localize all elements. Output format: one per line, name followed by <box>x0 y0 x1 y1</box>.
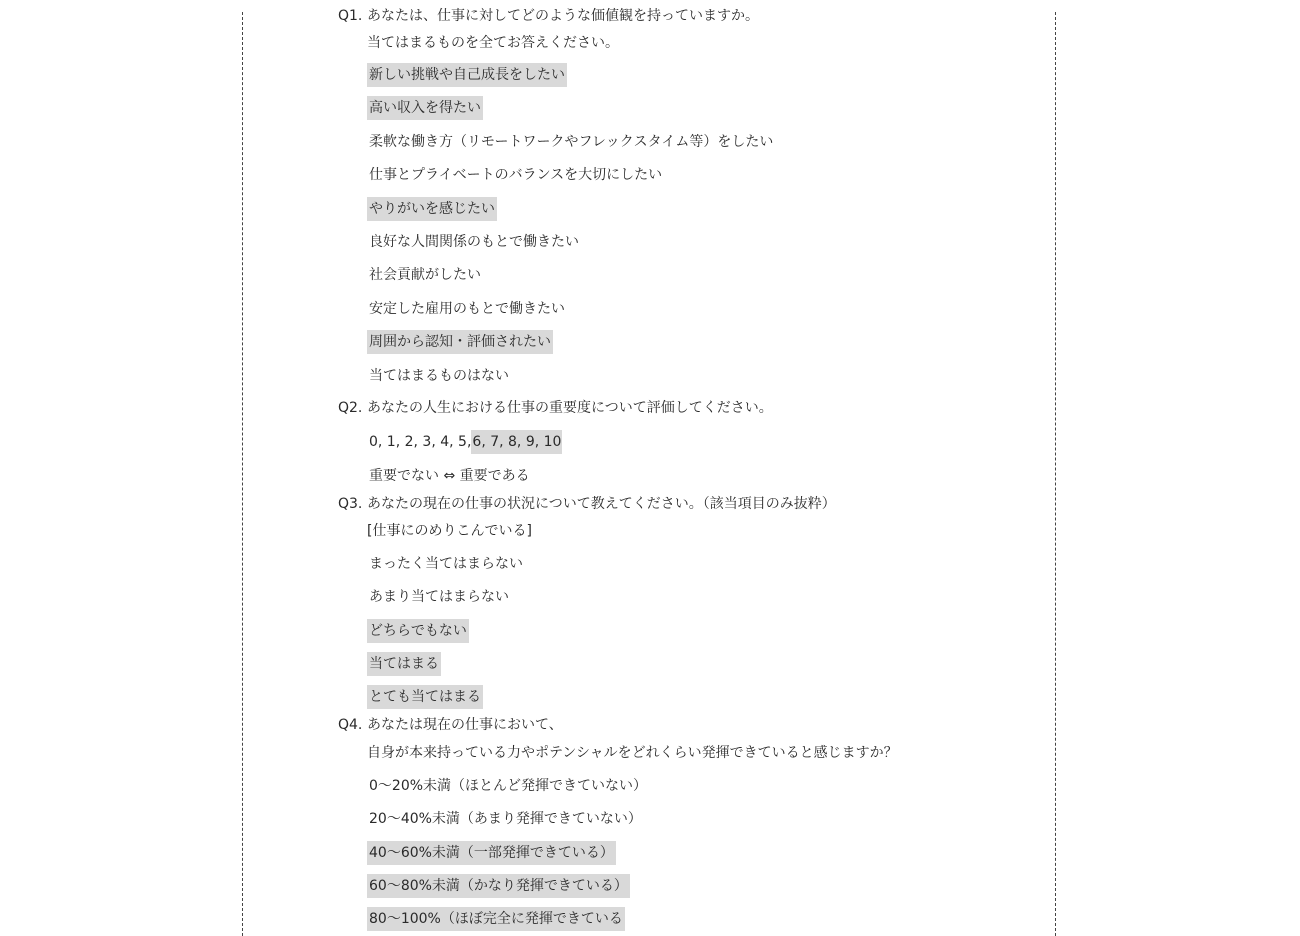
q3-question-line1: あなたの現在の仕事の状況について教えてください。（該当項目のみ抜粋） <box>367 496 836 512</box>
q4-option[interactable]: 80〜100%（ほぼ完全に発揮できている <box>367 907 625 931</box>
q1-option[interactable]: 良好な人間関係のもとで働きたい <box>369 234 579 250</box>
q1-option[interactable]: 当てはまるものはない <box>369 368 509 384</box>
q2-number: Q2. <box>338 400 363 416</box>
q3-option[interactable]: どちらでもない <box>367 619 469 643</box>
q1-option[interactable]: 仕事とプライベートのバランスを大切にしたい <box>369 167 663 183</box>
q1-question-line2: 当てはまるものを全てお答えください。 <box>367 35 619 51</box>
q2-scale-unselected[interactable]: 0, 1, 2, 3, 4, 5, <box>369 434 472 450</box>
q4-number: Q4. <box>338 717 363 733</box>
q1-option[interactable]: 新しい挑戦や自己成長をしたい <box>367 63 567 87</box>
q4-option[interactable]: 40〜60%未満（一部発揮できている） <box>367 841 616 865</box>
q4-option[interactable]: 60〜80%未満（かなり発揮できている） <box>367 874 630 898</box>
q4-option[interactable]: 0〜20%未満（ほとんど発揮できていない） <box>369 778 648 794</box>
q4-option[interactable]: 20〜40%未満（あまり発揮できていない） <box>369 811 642 827</box>
q3-number: Q3. <box>338 496 363 512</box>
page-border-left <box>242 12 243 936</box>
q2-scale-caption: 重要でない ⇔ 重要である <box>369 468 530 484</box>
q3-option[interactable]: まったく当てはまらない <box>369 556 523 572</box>
q1-option[interactable]: 高い収入を得たい <box>367 96 483 120</box>
q1-number: Q1. <box>338 8 363 24</box>
q1-question-line1: あなたは、仕事に対してどのような価値観を持っていますか。 <box>367 8 759 24</box>
q4-question-line2: 自身が本来持っている力やポテンシャルをどれくらい発揮できていると感じますか？ <box>367 745 898 761</box>
q2-scale-selected[interactable]: 6, 7, 8, 9, 10 <box>471 430 562 454</box>
q2-question: あなたの人生における仕事の重要度について評価してください。 <box>367 400 773 416</box>
q1-option[interactable]: 社会貢献がしたい <box>369 267 481 283</box>
q3-option[interactable]: 当てはまる <box>367 652 441 676</box>
q1-option[interactable]: 周囲から認知・評価されたい <box>367 330 553 354</box>
q1-option[interactable]: やりがいを感じたい <box>367 197 497 221</box>
q3-option[interactable]: とても当てはまる <box>367 685 483 709</box>
q1-option[interactable]: 柔軟な働き方（リモートワークやフレックスタイム等）をしたい <box>369 134 774 150</box>
page-border-right <box>1055 12 1056 936</box>
q1-option[interactable]: 安定した雇用のもとで働きたい <box>369 301 565 317</box>
q3-option[interactable]: あまり当てはまらない <box>369 589 509 605</box>
q2-rating-scale[interactable] <box>369 430 562 454</box>
q4-question-line1: あなたは現在の仕事において、 <box>367 717 563 733</box>
q3-question-line2: [仕事にのめりこんでいる] <box>367 523 532 539</box>
